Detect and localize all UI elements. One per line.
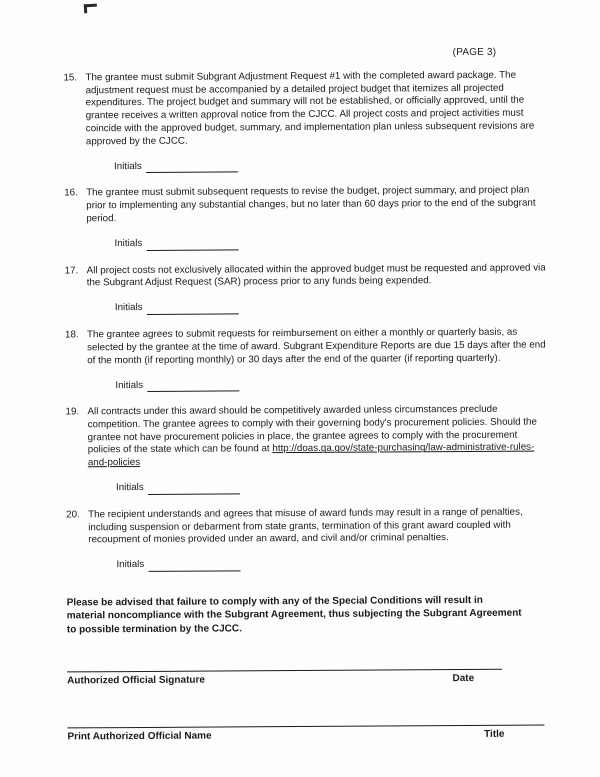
initials-blank-line (148, 561, 240, 573)
date-label: Date (452, 672, 475, 684)
initials-label: Initials (114, 237, 143, 250)
print-name-block (67, 723, 552, 742)
initials-row (114, 157, 549, 174)
authorized-official-signature-label: Authorized Official Signature (67, 674, 205, 687)
advisory-paragraph: Please be advised that failure to comply with any of the Special Conditions will result in material noncompliance with the Subgrant Agreement, thus subjecting the Subgrant Agreement to possible termination by the CJCC. (66, 595, 522, 635)
condition-number: 15. (63, 72, 78, 84)
initials-row (116, 556, 551, 573)
condition-text: All project costs not exclusively allocated within the approved budget must be requested and approved via the Subgrant Adjust Request (SAR) process prior to any funds being expended. (86, 262, 546, 289)
initials-label: Initials (116, 559, 145, 571)
print-authorized-official-name-label: Print Authorized Official Name (67, 730, 212, 743)
condition-number: 20. (66, 509, 80, 521)
initials-blank-line (147, 381, 239, 393)
condition-15 (63, 69, 549, 175)
initials-row (115, 376, 550, 393)
initials-label: Initials (115, 379, 144, 391)
condition-number: 17. (64, 264, 79, 277)
condition-20 (66, 506, 551, 574)
initials-row (114, 234, 549, 251)
initials-blank-line (146, 239, 238, 251)
condition-text: The recipient understands and agrees that misuse of award funds may result in a range of penalties, including suspension or debarment from state grants, termination of this grant award coupled with recoupment of monies provided under an award, and civil and/or criminal penalties. (88, 506, 523, 546)
condition-number: 19. (65, 406, 80, 418)
condition-text: The grantee agrees to submit requests for reimbursement on either a monthly or quarterly basis, as selected by the grantee at the time of award. Subgrant Expenditure Reports are due 15 days after the end of the month (if reporting monthly) or 30 days after the end of the quarter (if reporting quarterly). (87, 326, 546, 366)
initials-row (115, 299, 550, 316)
condition-text: The grantee must submit Subgrant Adjustment Request #1 with the completed award package. The adjustment request must be accompanied by a detailed project budget that itemizes all projected expenditures. The project budget and summary will not be established, or officially approved, until the grantee receives a written approval notice from the CJCC. All project costs and project activities must coincide with the approved budget, summary, and implementation plan unless subsequent revisions are approved by the CJCC. (85, 69, 535, 147)
initials-row (116, 478, 551, 495)
initials-label: Initials (114, 302, 143, 314)
page-number: (PAGE 3) (452, 46, 497, 59)
condition-16 (64, 185, 549, 253)
initials-blank-line (146, 162, 238, 174)
condition-17 (65, 262, 550, 317)
signature-line (67, 667, 502, 672)
condition-18 (65, 327, 550, 395)
print-name-labels (67, 728, 544, 742)
procurement-policies-link[interactable]: http://doas.ga.gov/state-purchasing/law-administrative-rules-and-policies (87, 442, 535, 469)
condition-text: The grantee must submit subsequent requests to revise the budget, project summary, and project plan prior to implementing any substantial changes, but no later than 60 days prior to the end of the subgrant period. (86, 185, 536, 225)
condition-19 (65, 404, 551, 498)
initials-label: Initials (115, 482, 144, 494)
signature-labels (67, 672, 502, 686)
initials-label: Initials (113, 160, 142, 172)
title-label: Title (484, 728, 505, 740)
initials-blank-line (147, 303, 239, 315)
initials-blank-line (148, 483, 240, 495)
condition-number: 18. (65, 329, 79, 341)
condition-number: 16. (64, 187, 78, 199)
print-name-line (67, 723, 544, 728)
signature-block (67, 667, 552, 686)
condition-text: All contracts under this award should be competitively awarded unless circumstances preclude competition. The grantee agrees to comply with their governing body's procurement policies. Should the grantee not have procurement policies in place, the grantee agrees to comply with the procurement policies of the state which can be found at (87, 404, 537, 456)
